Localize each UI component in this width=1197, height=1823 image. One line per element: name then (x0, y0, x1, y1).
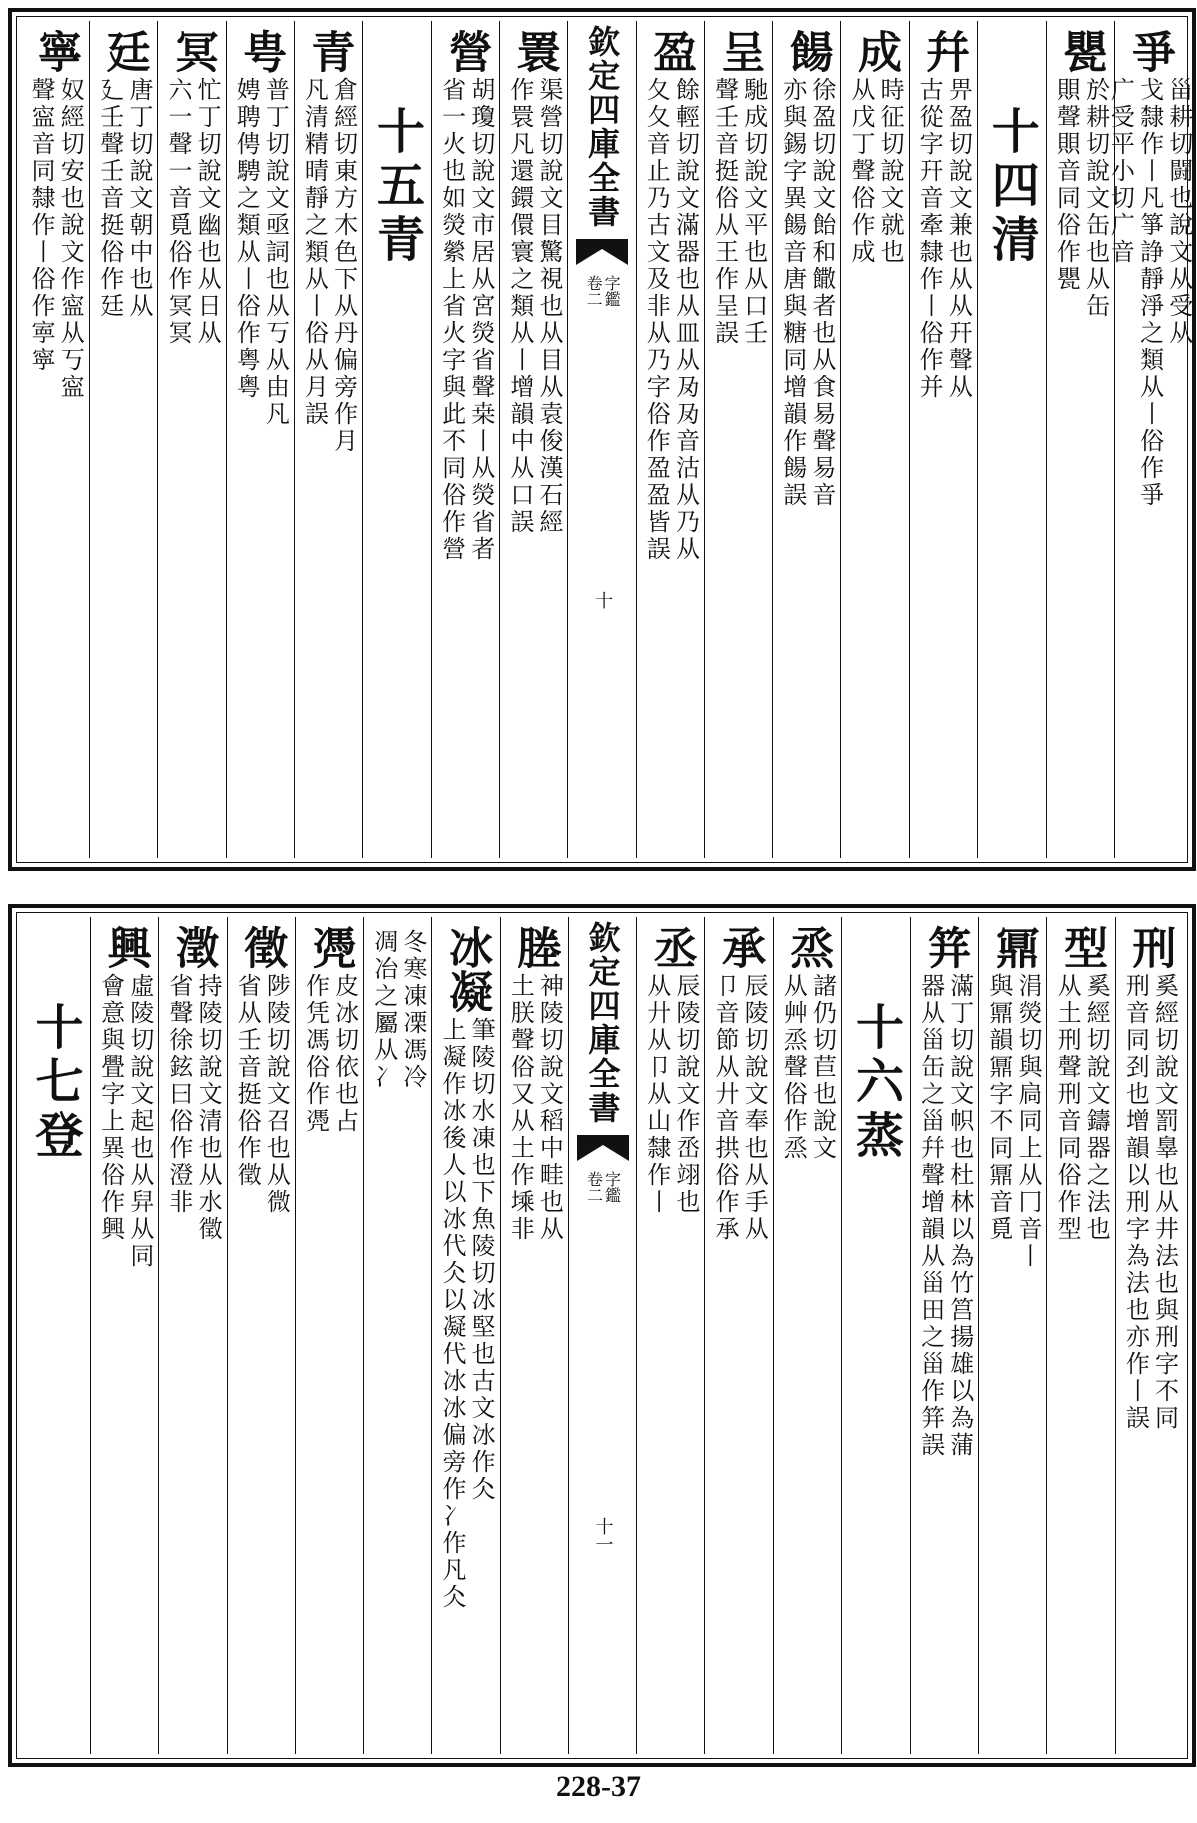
dictionary-entry (294, 21, 362, 858)
dictionary-entry (431, 21, 499, 858)
annotation-line: 广受平小切广音 (1106, 77, 1135, 266)
annotation-line: 娉聘俜騁之類从丨俗作粤粤 (232, 77, 261, 401)
annotation-line: 時征切說文就也 (876, 77, 905, 266)
dictionary-entry (1115, 917, 1183, 1754)
annotation-line: 倉經切東方木色下从丹偏旁作月 (329, 77, 358, 455)
annotation-line: 亦與錫字異餳音唐與糖同增韻作餳誤 (778, 77, 807, 509)
head-character: 冰凝 (440, 925, 492, 1013)
top-page-frame (8, 8, 1196, 871)
annotation-line: 皮冰切依也占 (330, 973, 359, 1135)
annotation-line: 从艸烝聲俗作烝 (779, 973, 808, 1162)
head-character: 幷 (918, 29, 970, 73)
dictionary-entry (910, 917, 978, 1754)
dictionary-entry (363, 917, 431, 1754)
annotation-line: 作睘凡還鐶儇寰之類从丨增韻中从口誤 (505, 77, 534, 536)
head-character: 成 (849, 29, 901, 73)
annotation-line: 夂夂音止乃古文及非从乃字俗作盈盈皆誤 (642, 77, 671, 563)
annotation-line: 卩音節从廾音拱俗作承 (711, 973, 740, 1243)
annotation (1121, 973, 1179, 1432)
book-title: 欽定四庫全書 (583, 921, 622, 1125)
dictionary-entry (636, 21, 704, 858)
dictionary-entry (840, 21, 908, 858)
dictionary-entry (89, 21, 157, 858)
annotation (1107, 77, 1191, 509)
head-character: 寧 (30, 29, 82, 73)
annotation-line: 省从壬音挺俗作徵 (233, 973, 262, 1189)
head-character: 冥 (166, 29, 218, 73)
annotation-line: 凡清精晴靜之類从丨俗从月誤 (300, 77, 329, 428)
annotation-line: 戈隸作丨凡箏諍靜淨之類从丨俗作爭 (1135, 77, 1164, 509)
annotation-line: 古從字幵音牽隸作丨俗作并 (915, 77, 944, 401)
volume-label-line: 卷二 (584, 1171, 604, 1203)
annotation-line: 聲寍音同隸作丨俗作寕寜 (27, 77, 56, 374)
head-character: 瞏 (508, 29, 560, 73)
dictionary-entry (499, 21, 567, 858)
annotation-line: 辰陵切說文作㞼翊也 (671, 973, 700, 1216)
head-character: 塍 (509, 925, 561, 969)
annotation-line: 辰陵切說文奉也从手从 (740, 973, 769, 1243)
section-title: 十五青 (368, 106, 425, 268)
dictionary-entry (704, 21, 772, 858)
head-character: 徵 (236, 925, 288, 969)
head-character: 爭 (1124, 29, 1175, 73)
dictionary-entry (90, 917, 158, 1754)
top-columns (21, 21, 1193, 858)
annotation-line: 畀盈切說文兼也从从幵聲从 (944, 77, 973, 401)
annotation-line: 聲壬音挺俗从王作呈誤 (710, 77, 739, 347)
dictionary-entry (227, 917, 295, 1754)
head-character: 盈 (645, 29, 697, 73)
annotation (642, 77, 700, 563)
annotation-line: 神陵切說文稻中畦也从 (535, 973, 564, 1243)
annotation-line: 於耕切說文缶也从缶 (1081, 77, 1110, 320)
annotation-line: 省一火也如熒縈上省火字與此不同俗作營 (437, 77, 466, 563)
page-footer-number: 228-37 (556, 1770, 641, 1803)
head-character: 廷 (98, 29, 150, 73)
head-character: 凴 (304, 925, 356, 969)
dictionary-entry (1046, 21, 1114, 858)
annotation-line: 六一聲一音覓俗作冥冥 (163, 77, 192, 347)
dictionary-entry (909, 21, 977, 858)
head-character: 鼏 (987, 925, 1039, 969)
annotation (505, 77, 564, 536)
annotation (644, 973, 698, 1216)
annotation-line: 會意與舋字上異俗作興 (96, 973, 125, 1243)
annotation-line: 作凭馮俗作凴 (301, 973, 330, 1135)
head-character: 甹 (235, 29, 287, 73)
annotation (371, 929, 425, 1091)
annotation-line: 器从甾缶之甾幷聲增韻从甾田之甾作䈂誤 (916, 973, 945, 1459)
dictionary-entry (772, 21, 840, 858)
annotation-line: 从戊丁聲俗作成 (846, 77, 875, 266)
annotation-line: 徐盈切說文飴和饊者也从食易聲易音 (807, 77, 836, 509)
annotation-line: 陟陵切說文召也从微 (262, 973, 291, 1216)
dictionary-entry (704, 917, 772, 1754)
annotation-line: 凋冶之屬从冫 (369, 929, 398, 1091)
head-character: 烝 (782, 925, 834, 969)
annotation (97, 77, 151, 320)
section-title: 十四清 (983, 106, 1040, 268)
annotation (300, 77, 358, 455)
dictionary-entry (431, 917, 499, 1754)
head-character: 興 (99, 925, 151, 969)
annotation-line: 虛陵切說文起也从舁从同 (125, 973, 154, 1270)
annotation-line: 廴壬聲壬音挺俗作廷 (95, 77, 124, 320)
section-title: 十六蒸 (847, 1002, 904, 1164)
dictionary-entry (1106, 21, 1193, 858)
annotation-line: 馳成切說文平也从口壬 (739, 77, 768, 347)
volume-label-line: 卷二 (584, 275, 604, 307)
dictionary-entry (295, 917, 363, 1754)
annotation (711, 973, 769, 1243)
head-character: 承 (714, 925, 766, 969)
head-character: 刑 (1124, 925, 1176, 969)
fishtail-mark-icon (573, 1131, 633, 1167)
head-character: 呈 (713, 29, 765, 73)
annotation-line: 唐丁切說文朝中也从 (124, 77, 153, 320)
annotation-line: 刑音同刭也增韻以刑字為法也亦作丨誤 (1121, 973, 1150, 1432)
dictionary-entry (773, 917, 841, 1754)
rhyme-section-heading (21, 917, 90, 1754)
annotation-line: 从廾从卩从山隸作丨 (642, 973, 671, 1216)
dictionary-entry (226, 21, 294, 858)
dictionary-entry (21, 21, 89, 858)
annotation-line: 奚經切說文鑄器之法也 (1082, 973, 1111, 1243)
annotation (780, 77, 834, 509)
annotation-line: 省聲徐鉉曰俗作澄非 (164, 973, 193, 1216)
annotation-line: 諸仍切苣也說文 (808, 973, 837, 1162)
head-character: 營 (440, 29, 492, 73)
fishtail-mark-icon (572, 235, 632, 271)
dictionary-entry (636, 917, 704, 1754)
annotation-line: 冬寒凍凓馮冷 (398, 929, 427, 1091)
annotation-line: 胡瓊切說文市居从宮熒省聲桒丨从熒省者 (466, 77, 495, 563)
leaf-number: 十一 (592, 1517, 614, 1553)
annotation (233, 973, 291, 1216)
annotation-line: 忙丁切說文幽也从日从 (193, 77, 222, 347)
annotation-line: 甾耕切闘也說文从受从 (1164, 77, 1193, 347)
annotation-line: 涓熒切與扃同上从冂音丨 (1014, 973, 1043, 1270)
annotation-line: 筆陵切水凍也下魚陵切冰堅也古文冰作仌 (467, 1017, 496, 1503)
leaf-number: 十 (592, 591, 614, 609)
dictionary-entry (1046, 917, 1114, 1754)
annotation (984, 973, 1043, 1270)
annotation-line: 與鼏韻鼏字不同鼏音覓 (984, 973, 1013, 1243)
rhyme-section-heading (362, 21, 431, 858)
head-character: 青 (303, 29, 355, 73)
volume-label (586, 1171, 620, 1203)
center-fold-column (567, 21, 635, 858)
annotation-line: 滿丁切說文帜也杜林以為竹筥揚雄以為蒲 (945, 973, 974, 1459)
rhyme-section-heading (841, 917, 910, 1754)
dictionary-entry (500, 917, 568, 1754)
annotation-line: 上凝作冰後人以冰代仌以凝代冰冰偏旁作冫作凡仌 (437, 1017, 466, 1611)
head-character: 䈂 (919, 925, 971, 969)
annotation-line: 持陵切說文清也从水徵 (194, 973, 223, 1243)
head-character: 甖 (1055, 29, 1107, 73)
annotation (915, 77, 973, 401)
dictionary-entry (978, 917, 1046, 1754)
volume-label (584, 275, 622, 307)
annotation (1052, 77, 1110, 320)
bottom-page-frame (8, 904, 1196, 1767)
annotation (301, 973, 359, 1135)
annotation (96, 973, 154, 1270)
volume-label-line: 字鑑 (602, 1171, 622, 1203)
head-character: 澂 (167, 925, 219, 969)
annotation (779, 973, 837, 1162)
head-character: 丞 (645, 925, 697, 969)
head-character: 餳 (781, 29, 833, 73)
annotation-line: 奴經切安也說文作寍从丂寍 (56, 77, 85, 401)
book-title: 欽定四庫全書 (583, 25, 622, 229)
volume-label-line: 字鑑 (602, 275, 622, 307)
rhyme-section-heading (977, 21, 1046, 858)
annotation-line: 渠營切說文目驚視也从目从袁俊漢石經 (535, 77, 564, 536)
annotation (27, 77, 85, 401)
annotation-line: 奚經切說文罰辠也从井法也與刑字不同 (1150, 973, 1179, 1432)
center-fold-column (568, 917, 636, 1754)
annotation (846, 77, 905, 266)
annotation-line: 土朕聲俗又从土作塖非 (506, 973, 535, 1243)
annotation (232, 77, 290, 428)
annotation (437, 77, 495, 563)
annotation (164, 973, 223, 1243)
annotation-line: 賏聲賏音同俗作甖 (1052, 77, 1081, 293)
annotation (163, 77, 222, 347)
dictionary-entry (158, 917, 226, 1754)
annotation (710, 77, 768, 347)
annotation-line: 普丁切說文亟詞也从丂从由凡 (261, 77, 290, 428)
annotation-line: 餘輕切說文滿器也从皿从夃夃音沽从乃从 (671, 77, 700, 563)
annotation (916, 973, 974, 1459)
annotation (437, 1017, 496, 1611)
annotation (506, 973, 564, 1243)
section-title: 十七登 (27, 1002, 84, 1164)
bottom-columns (21, 917, 1183, 1754)
head-character: 型 (1056, 925, 1108, 969)
annotation (1053, 973, 1111, 1243)
dictionary-entry (157, 21, 225, 858)
annotation-line: 从土刑聲刑音同俗作型 (1053, 973, 1082, 1243)
